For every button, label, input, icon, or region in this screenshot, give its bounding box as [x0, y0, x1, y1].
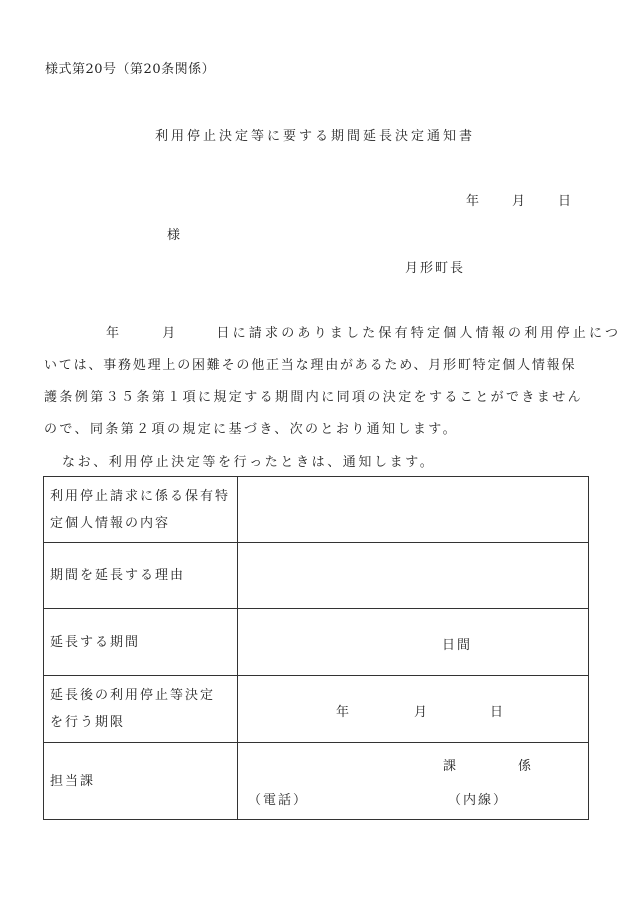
body-month-label: 月 — [162, 326, 179, 341]
date-year-label: 年 — [466, 194, 480, 209]
table-row-content — [44, 477, 589, 543]
deadline-value-cell[interactable] — [238, 676, 589, 743]
sender-name: 月形町長 — [405, 261, 466, 276]
department-kakari-label: 係 — [518, 759, 534, 774]
table-row-deadline — [44, 676, 589, 743]
body-year-label: 年 — [106, 326, 123, 341]
phone-label: （電話） — [248, 793, 309, 808]
document-title: 利用停止決定等に要する期間延長決定通知書 — [154, 129, 475, 144]
period-label: 延長する期間 — [44, 609, 238, 676]
period-days-unit: 日間 — [442, 638, 473, 653]
deadline-label — [44, 676, 238, 743]
deadline-month-label: 月 — [414, 705, 430, 720]
department-ka-label: 課 — [443, 759, 459, 774]
extension-label: （内線） — [448, 793, 509, 808]
body-line-1-text: 日に請求のありました保有特定個人情報の利用停止につ — [216, 326, 622, 341]
department-label: 担当課 — [44, 743, 238, 820]
content-label-line-1: 利用停止請求に係る保有特 — [50, 488, 231, 504]
period-value-cell[interactable] — [238, 609, 589, 676]
body-line-3: 護条例第３５条第１項に規定する期間内に同項の決定をすることができません — [44, 390, 584, 405]
content-label — [44, 477, 238, 543]
deadline-day-label: 日 — [490, 705, 506, 720]
body-line-1 — [44, 322, 621, 341]
notice-details-table — [43, 476, 589, 820]
body-line-2: いては、事務処理上の困難その他正当な理由があるため、月形町特定個人情報保 — [44, 358, 577, 373]
table-row-period — [44, 609, 589, 676]
table-row-reason — [44, 543, 589, 609]
form-number: 様式第20号（第20条関係） — [45, 62, 216, 77]
reason-value-cell[interactable] — [238, 543, 589, 609]
content-value-cell[interactable] — [238, 477, 589, 543]
date-day-label: 日 — [558, 194, 572, 209]
deadline-year-label: 年 — [336, 705, 352, 720]
date-month-label: 月 — [512, 194, 526, 209]
reason-label: 期間を延長する理由 — [44, 543, 238, 609]
deadline-label-line-2: を行う期限 — [50, 715, 126, 730]
content-label-line-2: 定個人情報の内容 — [50, 515, 171, 531]
addressee-honorific: 様 — [167, 228, 181, 243]
table-row-department — [44, 743, 589, 820]
body-line-5: なお、利用停止決定等を行ったときは、通知します。 — [62, 455, 436, 470]
body-line-4: ので、同条第２項の規定に基づき、次のとおり通知します。 — [44, 422, 458, 437]
department-value-cell[interactable] — [238, 743, 589, 820]
deadline-label-line-1: 延長後の利用停止等決定 — [50, 688, 216, 703]
